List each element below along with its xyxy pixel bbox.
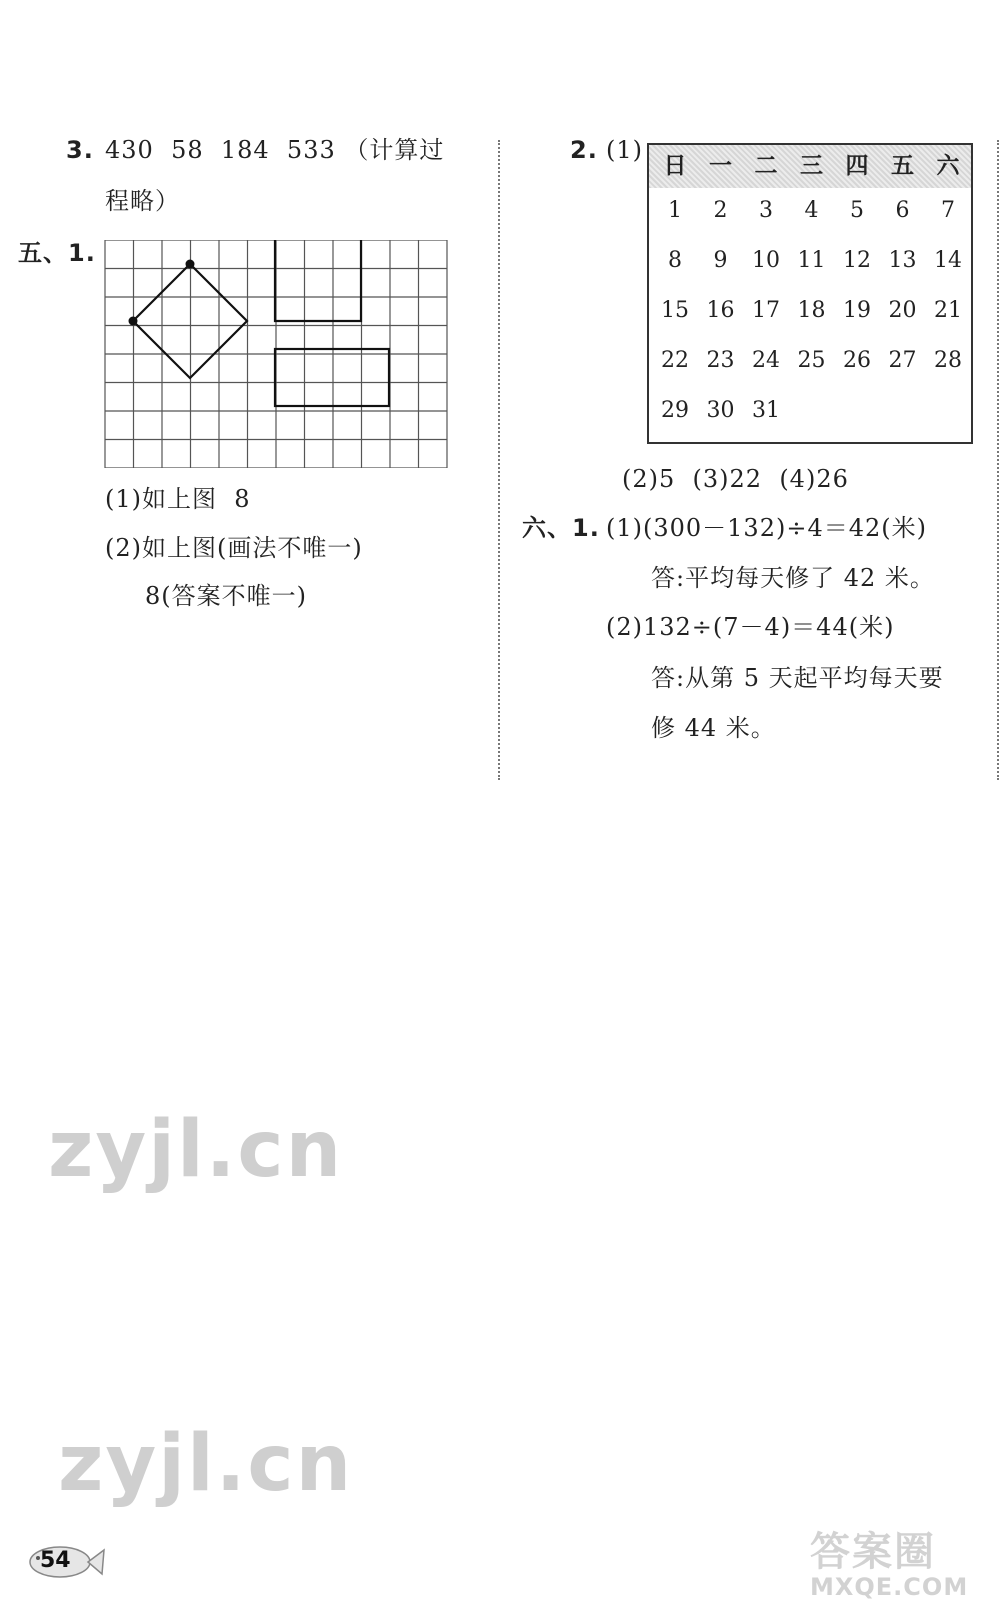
calendar-day-cell: 4 [804,198,819,223]
calendar-day-cell: 6 [895,198,910,223]
calendar-day-cell: 3 [759,198,773,223]
calendar-day-cell: 7 [941,198,955,223]
calendar-day-cell: 15 [661,298,689,323]
calendar-day-cell: 14 [934,248,962,273]
calendar-day-cell: 9 [713,248,728,273]
calendar-header-cell: 二 [754,153,778,179]
q3-label: 3. [66,136,94,164]
q3-answer-line2: 程略） [105,187,180,215]
calendar-day-cell: 10 [752,248,780,273]
grid-diagram [104,240,450,468]
calendar-day-cell: 17 [752,298,780,323]
vertex-dot-left [129,317,138,326]
calendar-day-cell: 12 [843,248,871,273]
watermark-mid: zyjl.cn [48,1105,344,1195]
calendar-day-cell: 2 [713,198,728,223]
section5-q1-label: 五、1. [18,239,96,267]
calendar-header-cell: 五 [891,153,914,179]
calendar-day-cell: 22 [661,348,689,373]
section6-answer-2-cont: 修 44 米。 [651,714,776,742]
calendar-day-cell: 28 [934,348,962,373]
calendar-day-cell: 26 [843,348,871,373]
square-shape [129,260,248,379]
vertex-dot-top [186,260,195,269]
corner-watermark-top: 答案圈 [810,1529,936,1575]
section5-answer-3: 8(答案不唯一) [145,582,307,610]
right-edge-divider [997,140,999,780]
calendar-day-cell: 16 [706,298,735,323]
calendar-table [647,143,973,444]
corner-watermark [810,1530,968,1600]
calendar-day-cell: 21 [934,298,962,323]
rectangle-shape-top [275,240,361,321]
page-number-badge [22,1542,106,1582]
section5-answer-1: (1)如上图 8 [105,485,251,513]
section5-answer-2: (2)如上图(画法不唯一) [105,534,363,562]
calendar-day-cell: 25 [797,348,826,373]
section6-equation-2: (2)132÷(7－4)＝44(米) [606,613,895,641]
calendar-day-cell: 19 [843,298,871,323]
calendar-day-cell: 11 [797,248,826,273]
calendar-day-cell: 30 [706,398,735,423]
calendar-day-cell: 27 [888,348,917,373]
calendar-header-cell: 一 [709,153,732,179]
calendar-day-cell: 13 [888,248,917,273]
calendar-day-cell: 20 [888,298,917,323]
q3-answer-line1: 430 58 184 533 （计算过 [105,136,445,164]
section6-answer-1: 答:平均每天修了 42 米。 [651,564,935,592]
rectangle-shape-bottom [275,349,389,406]
q2-sub-label: (1) [606,136,643,164]
column-divider [498,140,500,780]
q2-label: 2. [570,136,598,164]
calendar-header-cell: 三 [800,153,823,179]
calendar-day-cell: 18 [797,298,826,323]
section6-answer-2: 答:从第 5 天起平均每天要 [651,664,944,692]
calendar-header-cell: 四 [845,153,869,179]
calendar-day-cell: 31 [752,398,780,423]
section6-equation-1: (1)(300－132)÷4＝42(米) [606,514,927,542]
calendar-day-cell: 23 [706,348,735,373]
corner-watermark-bottom: MXQE.COM [810,1573,969,1601]
calendar-day-cell: 8 [668,248,682,273]
section6-q1-label: 六、1. [522,514,600,542]
calendar-day-cell: 1 [668,198,682,223]
calendar-header-cell: 六 [936,153,960,179]
calendar-day-cell: 24 [752,348,780,373]
calendar-day-cell: 29 [661,398,689,423]
watermark-bottom: zyjl.cn [58,1419,354,1509]
page-number: 54 [40,1548,71,1573]
q2-other-answers: (2)5 (3)22 (4)26 [622,465,849,493]
calendar-day-cell: 5 [850,198,864,223]
calendar-header-cell: 日 [663,153,687,179]
